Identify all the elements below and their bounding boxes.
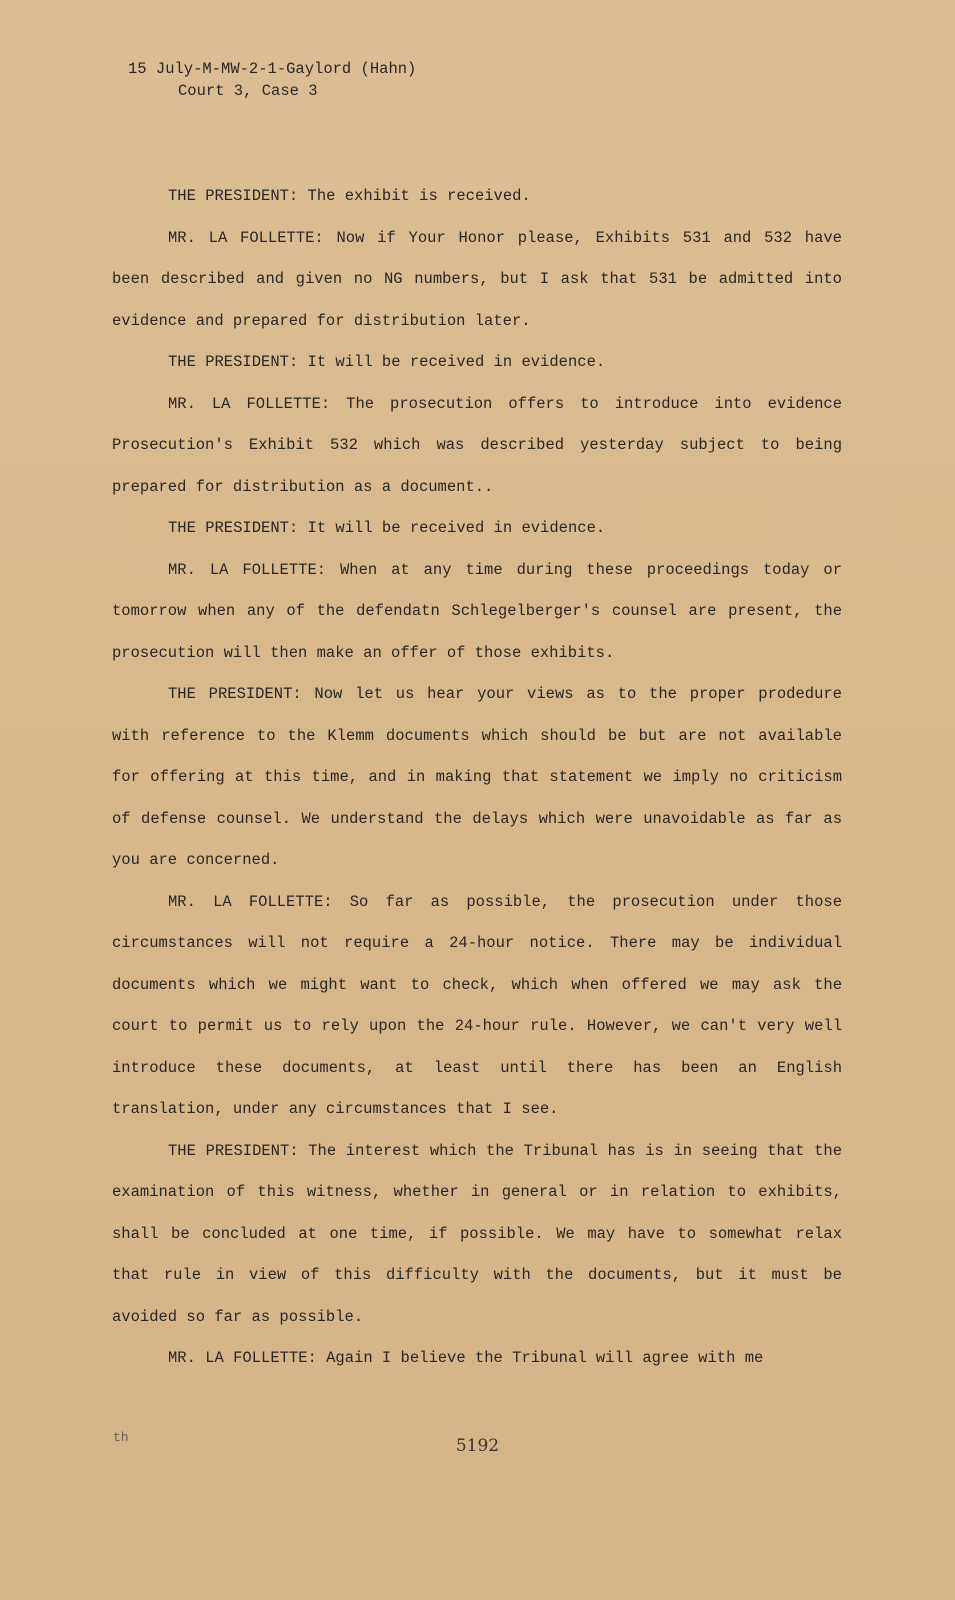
- paragraph: THE PRESIDENT: The interest which the Tribunal has is in seeing that the examination of this witness, whether in general or in relation to exhibits, shall be concluded at one time, if possible. We may have to somewhat relax that rule in view of this difficulty with the documents, but it must be avoided so far as possible.: [112, 1141, 842, 1326]
- paragraph: THE PRESIDENT: The exhibit is received.: [168, 187, 531, 205]
- paragraph: THE PRESIDENT: It will be received in evidence.: [168, 519, 606, 537]
- page-header: [128, 58, 416, 102]
- transcript-body: [112, 176, 842, 1380]
- paragraph: THE PRESIDENT: Now let us hear your views as to the proper prodedure with reference to the Klemm documents which should be but are not available for offering at this time, and in making that statement we imply no criticism of defense counsel. We understand the delays which were unavoidable as far as you are concerned.: [112, 685, 842, 869]
- paragraph: MR. LA FOLLETTE: When at any time during these proceedings today or tomorrow when any of the defendatn Schlegelberger's counsel are present, the prosecution will then make an offer of those exhibits.: [112, 560, 842, 662]
- header-line-1: 15 July-M-MW-2-1-Gaylord (Hahn): [128, 60, 417, 78]
- paragraph: THE PRESIDENT: It will be received in evidence.: [168, 353, 606, 371]
- paragraph: MR. LA FOLLETTE: So far as possible, the prosecution under those circumstances will not require a 24-hour notice. There may be individual documents which we might want to check, which when offered we may ask the court to permit us to rely upon the 24-hour rule. However, we can't very well introduce these documents, at least until there has been an English translation, under any circumstances that I see.: [112, 892, 842, 1118]
- header-line-2: Court 3, Case 3: [178, 82, 318, 100]
- paragraph: MR. LA FOLLETTE: The prosecution offers to introduce into evidence Prosecution's Exhibit 532 which was described yesterday subject to being prepared for distribution as a document..: [112, 394, 842, 496]
- paragraph: MR. LA FOLLETTE: Now if Your Honor please, Exhibits 531 and 532 have been described and given no NG numbers, but I ask that 531 be admitted into evidence and prepared for distribution later.: [112, 228, 842, 330]
- paragraph: MR. LA FOLLETTE: Again I believe the Tribunal will agree with me: [168, 1349, 764, 1367]
- page-number: 5192: [455, 1436, 500, 1456]
- typist-initials: th: [113, 1430, 129, 1445]
